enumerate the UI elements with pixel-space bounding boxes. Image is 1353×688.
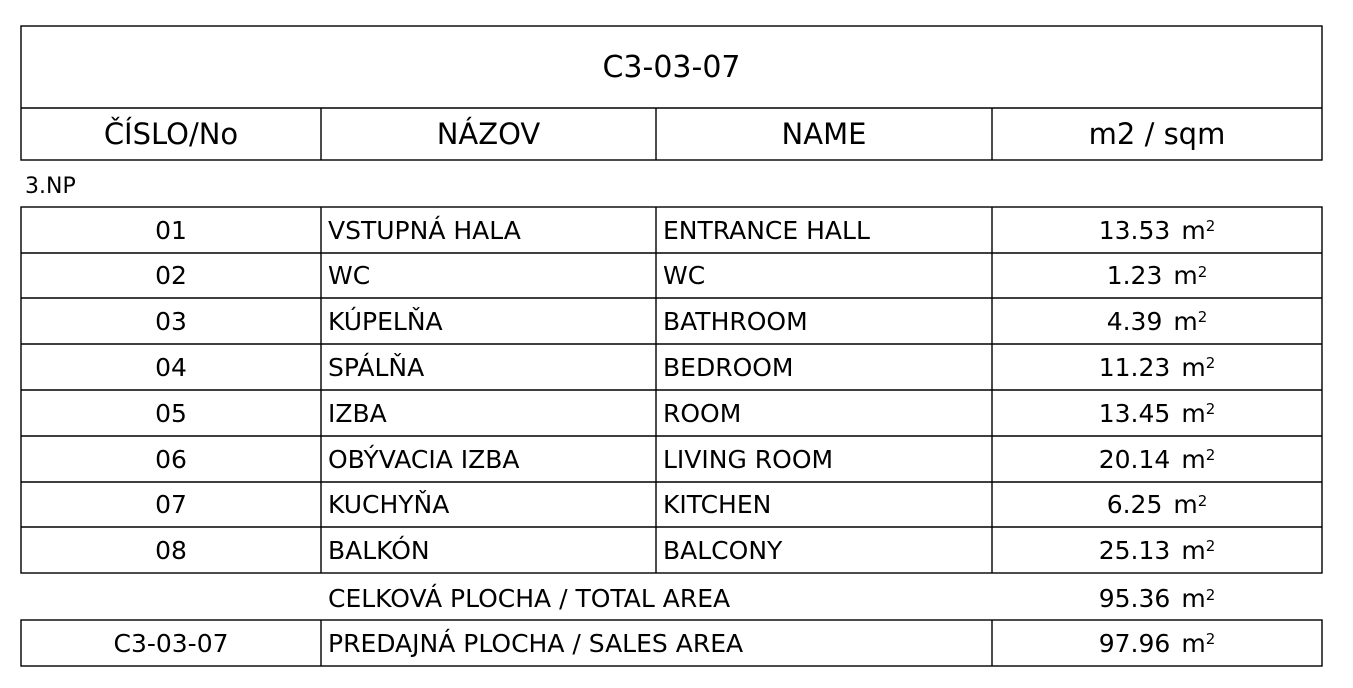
- room-number: 01: [155, 215, 187, 245]
- room-area: 6.25 m $^2$: [1106, 490, 1208, 519]
- unit-label: m: [1173, 306, 1198, 336]
- room-name-en: LIVING ROOM: [663, 444, 834, 474]
- header-nazov: NÁZOV: [436, 117, 541, 151]
- room-area: 20.14 m $^2$: [1098, 444, 1216, 474]
- floor-label: 3.NP: [25, 173, 76, 199]
- room-area-number: 13.53: [1098, 215, 1171, 245]
- room-name-en: WC: [663, 261, 706, 290]
- sales-area-value: 97.96 m $^2$: [1098, 628, 1216, 658]
- room-area: 4.39 m $^2$: [1106, 306, 1208, 336]
- room-number: 04: [155, 352, 187, 382]
- sales-area-number: 97.96: [1098, 628, 1171, 658]
- header-area: m2 / sqm: [1088, 117, 1226, 151]
- room-area-number: 1.23: [1106, 261, 1163, 290]
- total-area-value: 95.36 m $^2$: [1098, 584, 1216, 613]
- room-name-en: ROOM: [663, 398, 742, 428]
- unit-label: m: [1181, 398, 1206, 428]
- sales-code: C3-03-07: [113, 628, 229, 658]
- room-number: 08: [155, 535, 187, 565]
- room-name-sk: KUCHYŇA: [328, 490, 450, 519]
- unit-label: m: [1173, 261, 1198, 290]
- room-number: 06: [155, 444, 187, 474]
- room-number: 05: [155, 398, 187, 428]
- unit-label: m: [1181, 215, 1206, 245]
- room-area: 1.23 m $^2$: [1106, 261, 1208, 290]
- unit-label: m: [1181, 535, 1206, 565]
- room-number: 03: [155, 306, 187, 336]
- room-area-number: 20.14: [1098, 444, 1171, 474]
- room-area: 25.13 m $^2$: [1098, 535, 1216, 565]
- room-area-number: 13.45: [1098, 398, 1171, 428]
- header-name: NAME: [781, 117, 867, 151]
- room-number: 07: [155, 490, 187, 519]
- room-name-sk: IZBA: [328, 398, 387, 428]
- total-area-label: CELKOVÁ PLOCHA / TOTAL AREA: [328, 584, 731, 613]
- header-cislo: ČÍSLO/No: [103, 117, 239, 151]
- unit-label: m: [1173, 490, 1198, 519]
- room-area-number: 6.25: [1106, 490, 1163, 519]
- sheet-title: C3-03-07: [602, 49, 741, 85]
- unit-label: m: [1181, 628, 1206, 658]
- unit-label: m: [1181, 352, 1206, 382]
- total-area-number: 95.36: [1098, 584, 1171, 613]
- room-name-sk: SPÁLŇA: [328, 352, 425, 382]
- sales-area-label: PREDAJNÁ PLOCHA / SALES AREA: [328, 628, 744, 658]
- unit-label: m: [1181, 444, 1206, 474]
- unit-label: m: [1181, 584, 1206, 613]
- room-area-number: 4.39: [1106, 306, 1163, 336]
- room-area: 11.23 m $^2$: [1098, 352, 1216, 382]
- room-area: 13.45 m $^2$: [1098, 398, 1216, 428]
- room-name-en: BATHROOM: [663, 306, 808, 336]
- room-name-sk: WC: [328, 261, 371, 290]
- room-name-en: BALCONY: [663, 535, 783, 565]
- room-name-sk: VSTUPNÁ HALA: [328, 215, 521, 245]
- room-name-en: KITCHEN: [663, 490, 772, 519]
- room-area-number: 25.13: [1098, 535, 1171, 565]
- room-area: 13.53 m $^2$: [1098, 215, 1216, 245]
- room-name-sk: BALKÓN: [328, 535, 430, 565]
- room-name-sk: OBÝVACIA IZBA: [328, 444, 520, 474]
- room-name-sk: KÚPELŇA: [328, 306, 443, 336]
- room-name-en: ENTRANCE HALL: [663, 215, 870, 245]
- room-name-en: BEDROOM: [663, 352, 794, 382]
- room-number: 02: [155, 261, 187, 290]
- room-area-number: 11.23: [1098, 352, 1171, 382]
